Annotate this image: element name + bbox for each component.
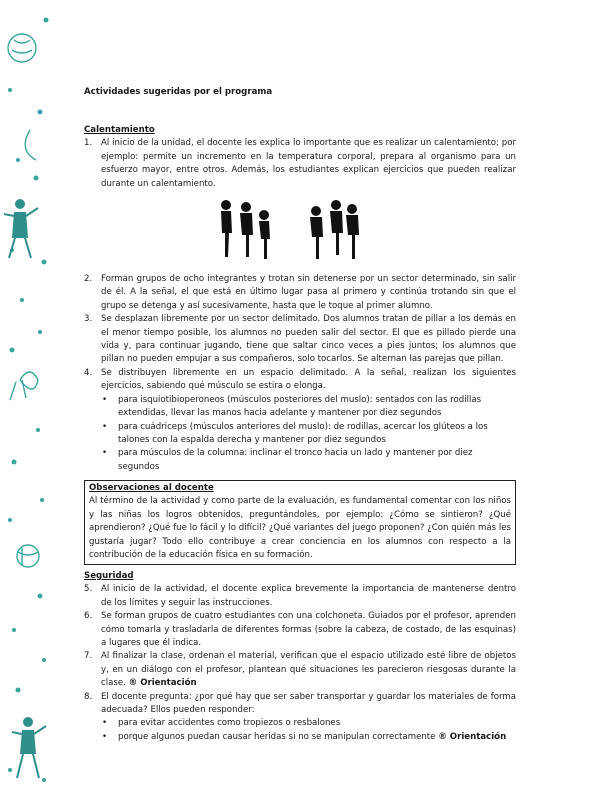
list-item: 7. Al finalizar la clase, ordenan el material, verifican que el espacio utilizado esté libre de objetos y, en un diálogo con el profesor, plantean qué situaciones les parecieron riesgosas durante la clase. ® Orientación <box>84 651 516 689</box>
bullet-item: • para cuádriceps (músculos anteriores del muslo): de rodillas, acercar los glúteos a los talones con la espalda derecha y mantener por diez segundos <box>102 421 516 448</box>
safety-section <box>84 570 516 744</box>
bullet-item: • para evitar accidentes como tropiezos o resbalones <box>102 717 516 730</box>
children-silhouettes-icon <box>84 199 516 259</box>
orientation-tag: ® Orientación <box>128 678 197 689</box>
bullet-item: • para músculos de la columna: inclinar el tronco hacia un lado y mantener por diez segundos <box>102 447 516 474</box>
list-item: 8. El docente pregunta: ¿por qué hay que ser saber transportar y guardar los materiales de forma adecuada? Ellos pueden responder: <box>84 691 516 716</box>
bullet-item: • para isquiotibioperoneos (músculos posteriores del muslo): sentados con las rodillas extendidas, llevar las manos hacia adelante y mantener por diez segundos <box>102 394 516 421</box>
observations-text: Al término de la actividad y como parte de la evaluación, es fundamental comentar con los niños y las niñas los logros obtenidos, preguntándoles, por ejemplo: ¿Cómo se sintieron? ¿Qué aprendieron? ¿Qué fue lo fácil y lo difícil? ¿Qué variantes del juego proponen? ¿Con quién más les gustaría jugar? Todo ello contribuye a crear conciencia en los alumnos con respecto a la contribución de la educación física en su formación. <box>89 496 511 561</box>
orientation-tag: ® Orientación <box>438 731 507 742</box>
list-item: 6. Se forman grupos de cuatro estudiantes con una colchoneta. Guiados por el profesor, aprenden cómo tomarla y trasladarla de diferentes formas (sobre la cabeza, de costado, de las esquinas) a lugares que él indica. <box>84 611 516 649</box>
warmup-title: Calentamiento <box>84 125 155 135</box>
decorative-children-border <box>0 0 60 800</box>
list-item: 4. Se distribuyen libremente en un espacio delimitado. A la señal, realizan los siguientes ejercicios, sabiendo qué músculo se estira o elonga. <box>84 367 516 392</box>
warmup-section <box>84 124 516 474</box>
safety-title: Seguridad <box>84 571 134 581</box>
list-item: 2. Forman grupos de ocho integrantes y trotan sin detenerse por un sector determinado, sin salir de él. A la señal, el que está en último lugar pasa al primero y continúa trotando sin que el grupo se detenga y así sucesivamente, hasta que le toque al primer alumno. <box>84 274 516 311</box>
observations-box <box>84 480 516 565</box>
bullet-item: • porque algunos puedan causar heridas si no se manipulan correctamente ® Orientación <box>102 731 516 744</box>
list-item: 3. Se desplazan libremente por un sector delimitado. Dos alumnos tratan de pillar a los demás en el menor tiempo posible, los alumnos no pueden salir del sector. El que es pillado pierde una vida y, para continuar jugando, tiene que saltar cinco veces a pies juntos; los alumnos que pillan no pueden empujar a sus compañeros, solo tocarlos. Se alternan las parejas que pillan. <box>84 314 516 365</box>
observations-title: Observaciones al docente <box>89 483 214 493</box>
document-title: Actividades sugeridas por el programa <box>84 87 273 97</box>
list-item: 1. Al inicio de la unidad, el docente les explica lo importante que es realizar un calentamiento; por ejemplo: permite un incremento en la temperatura corporal, prepara al organismo para un esfuerzo mayor, entre otros. Además, los estudiantes explican ejercicios que pueden realizar durante un calentamiento. <box>84 138 516 189</box>
list-item: 5. Al inicio de la actividad, el docente explica brevemente la importancia de mantenerse dentro de los límites y seguir las instrucciones. <box>84 584 516 608</box>
